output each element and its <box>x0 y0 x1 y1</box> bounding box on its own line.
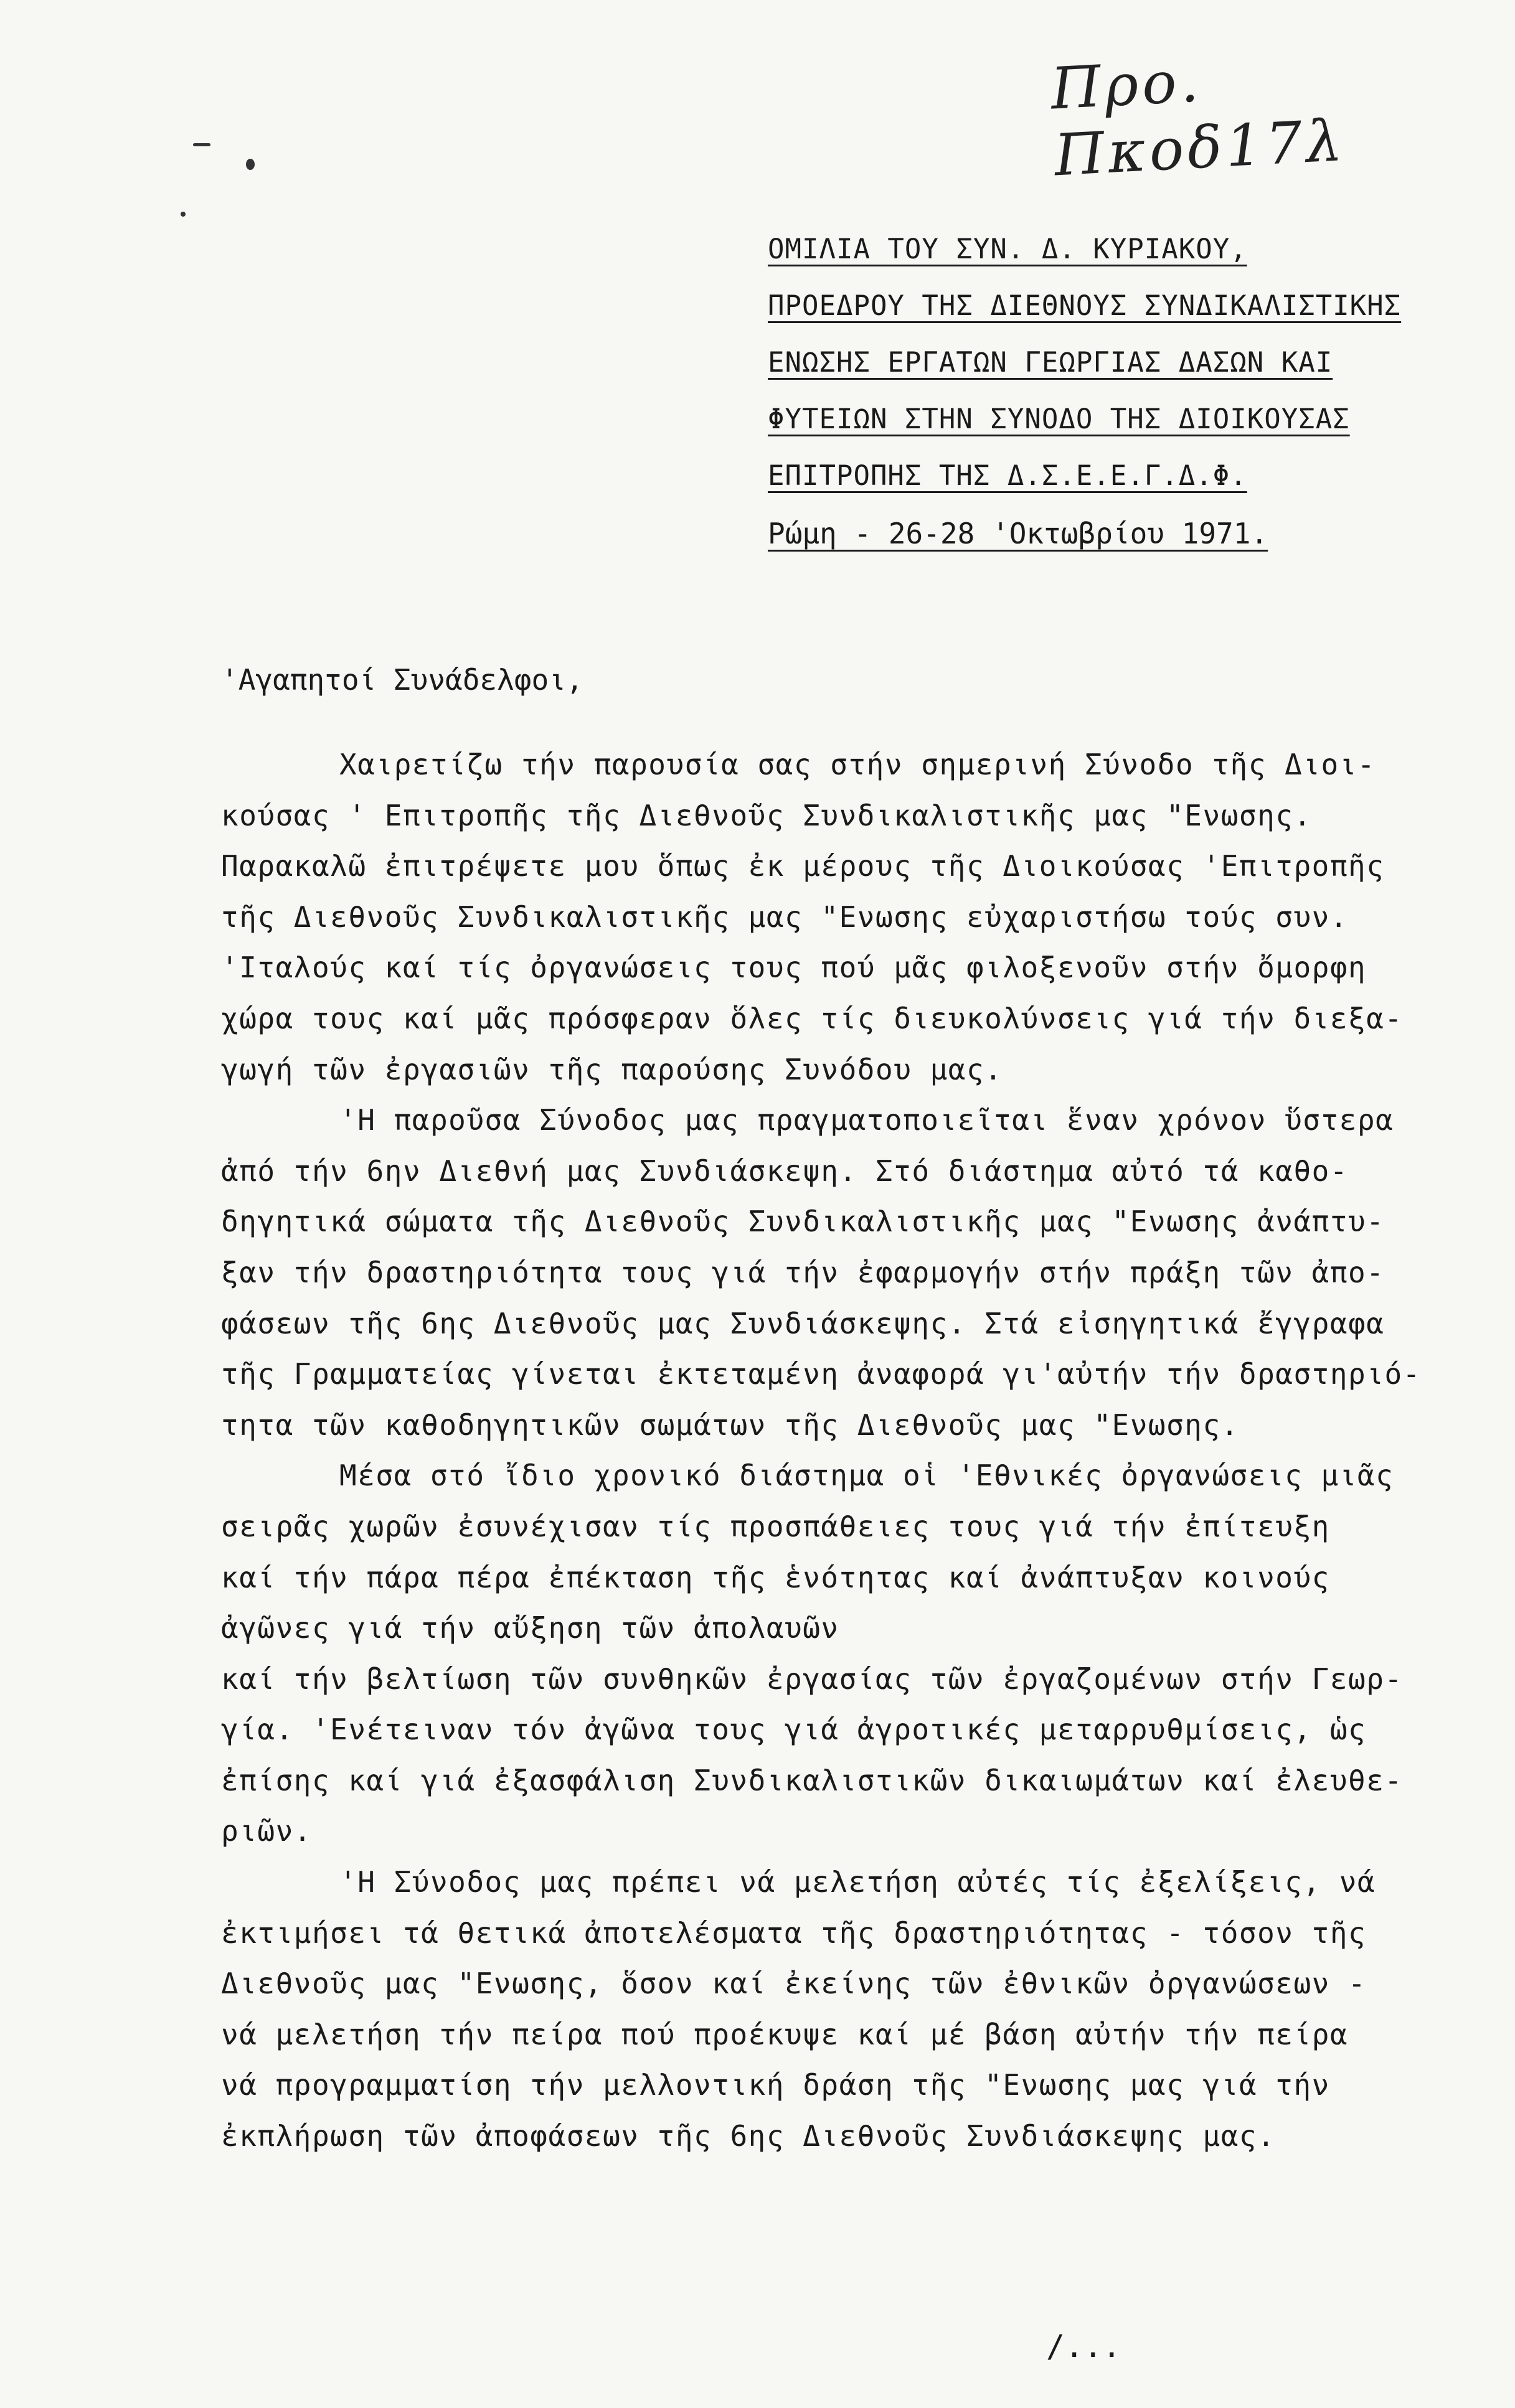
body-line: δηγητικά σώματα τῆς Διεθνοῦς Συνδικαλιστικῆς μας "Ενωσης ἀνάπτυ- <box>221 1205 1385 1239</box>
heading-line: ΕΝΩΣΗΣ ΕΡΓΑΤΩΝ ΓΕΩΡΓΙΑΣ ΔΑΣΩΝ ΚΑΙ <box>768 347 1333 379</box>
body-line: νά προγραμματίση τήν μελλοντική δράση τῆς "Ενωσης μας γιά τήν <box>221 2068 1330 2102</box>
heading-line: ΠΡΟΕΔΡΟΥ ΤΗΣ ΔΙΕΘΝΟΥΣ ΣΥΝΔΙΚΑΛΙΣΤΙΚΗΣ <box>768 290 1402 322</box>
body-line: 'Ιταλούς καί τίς ὀργανώσεις τους πού μᾶς φιλοξενοῦν στήν ὄμορφη <box>221 951 1367 985</box>
speech-heading <box>768 221 1484 504</box>
body-line: τητα τῶν καθοδηγητικῶν σωμάτων τῆς Διεθνοῦς μας "Ενωσης. <box>221 1408 1239 1442</box>
continued-mark: /... <box>1046 2328 1121 2364</box>
salutation: 'Αγαπητοί Συνάδελφοι, <box>221 663 583 697</box>
body-line: σειρᾶς χωρῶν ἐσυνέχισαν τίς προσπάθειες τους γιά τήν ἐπίτευξη <box>221 1509 1330 1543</box>
speech-body <box>221 740 1442 2162</box>
body-line: ἐκτιμήσει τά θετικά ἀποτελέσματα τῆς δραστηριότητας - τόσον τῆς <box>221 1916 1367 1950</box>
body-line: γωγή τῶν ἐργασιῶν τῆς παρούσης Συνόδου μας. <box>221 1052 1003 1086</box>
body-line: Διεθνοῦς μας "Ενωσης, ὅσον καί ἐκείνης τῶν ἐθνικῶν ὀργανώσεων - <box>221 1967 1367 2001</box>
heading-line: ΕΠΙΤΡΟΠΗΣ ΤΗΣ Δ.Σ.Ε.Ε.Γ.Δ.Φ. <box>768 460 1247 492</box>
body-line: ριῶν. <box>221 1814 312 1848</box>
body-line: φάσεων τῆς 6ης Διεθνοῦς μας Συνδιάσκεψης. Στά εἰσηγητικά ἔγγραφα <box>221 1306 1385 1340</box>
place-date: Ρώμη - 26-28 'Οκτωβρίου 1971. <box>768 517 1268 550</box>
body-line: ἀγῶνες γιά τήν αὔξηση τῶν ἀπολαυῶν <box>221 1611 839 1645</box>
body-line: Χαιρετίζω τήν παρουσία σας στήν σημερινή Σύνοδο τῆς Διοι- <box>339 748 1376 781</box>
body-line: ξαν τήν δραστηριότητα τους γιά τήν ἐφαρμογήν στήν πράξη τῶν ἀπο- <box>221 1255 1385 1289</box>
body-line: Παρακαλῶ ἐπιτρέψετε μου ὅπως ἐκ μέρους τῆς Διοικούσας 'Επιτροπῆς <box>221 849 1385 883</box>
heading-line: ΦΥΤΕΙΩΝ ΣΤΗΝ ΣΥΝΟΔΟ ΤΗΣ ΔΙΟΙΚΟΥΣΑΣ <box>768 403 1350 435</box>
body-line: ἐκπλήρωση τῶν ἀποφάσεων τῆς 6ης Διεθνοῦς Συνδιάσκεψης μας. <box>221 2119 1276 2153</box>
body-line: κούσας ' Επιτροπῆς τῆς Διεθνοῦς Συνδικαλιστικῆς μας "Ενωσης. <box>221 798 1312 832</box>
body-line: ἀπό τήν 6ην Διεθνή μας Συνδιάσκεψη. Στό διάστημα αὐτό τά καθο- <box>221 1154 1349 1188</box>
body-line: καί τήν βελτίωση τῶν συνθηκῶν ἐργασίας τῶν ἐργαζομένων στήν Γεωρ- <box>221 1662 1403 1696</box>
body-line: καί τήν πάρα πέρα ἐπέκταση τῆς ἑνότητας καί ἀνάπτυξαν κοινούς <box>221 1560 1330 1594</box>
body-line: 'Η παροῦσα Σύνοδος μας πραγματοποιεῖται ἕναν χρόνον ὕστερα <box>339 1103 1394 1137</box>
handwritten-note: Προ. Πκοδ17λ <box>1049 47 1348 189</box>
body-line: Μέσα στό ἴδιο χρονικό διάστημα οἱ 'Εθνικές ὀργανώσεις μιᾶς <box>339 1459 1394 1493</box>
scan-speck <box>193 143 210 146</box>
body-line: 'Η Σύνοδος μας πρέπει νά μελετήση αὐτές τίς ἐξελίξεις, νά <box>339 1865 1376 1899</box>
body-line: τῆς Διεθνοῦς Συνδικαλιστικῆς μας "Ενωσης εὐχαριστήσω τούς συν. <box>221 900 1349 934</box>
body-line: νά μελετήση τήν πείρα πού προέκυψε καί μέ βάση αὐτήν τήν πείρα <box>221 2017 1349 2051</box>
body-line: ἐπίσης καί γιά ἐξασφάλιση Συνδικαλιστικῶν δικαιωμάτων καί ἐλευθε- <box>221 1763 1403 1797</box>
body-line: γία. 'Ενέτειναν τόν ἀγῶνα τους γιά ἀγροτικές μεταρρυθμίσεις, ὡς <box>221 1713 1367 1747</box>
scan-speck <box>246 159 255 170</box>
body-line: τῆς Γραμματείας γίνεται ἐκτεταμένη ἀναφορά γι'αὐτήν τήν δραστηριό- <box>221 1357 1421 1391</box>
scan-speck <box>181 212 186 217</box>
heading-line: ΟΜΙΛΙΑ ΤΟΥ ΣΥΝ. Δ. ΚΥΡΙΑΚΟΥ, <box>768 233 1247 265</box>
body-line: χώρα τους καί μᾶς πρόσφεραν ὅλες τίς διευκολύνσεις γιά τήν διεξα- <box>221 1001 1403 1035</box>
